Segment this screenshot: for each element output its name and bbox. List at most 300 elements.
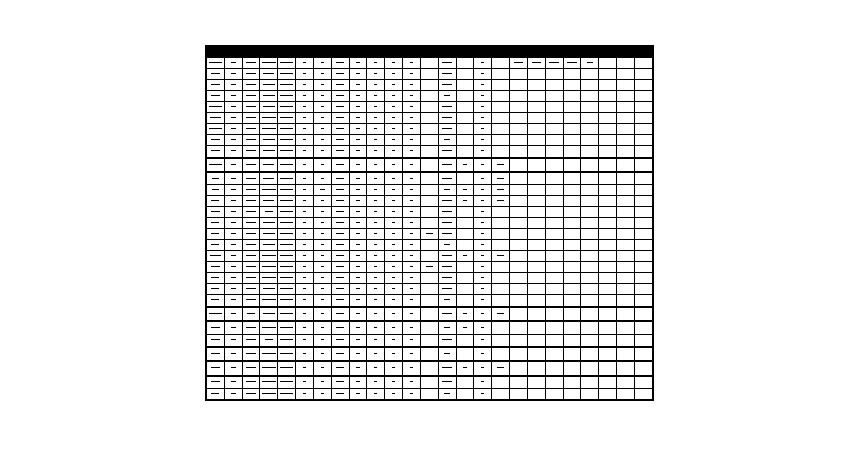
illegible-text-mark [410,244,413,245]
table-cell [207,123,225,134]
illegible-text-mark [410,84,413,85]
table-cell [296,185,314,196]
table-cell [510,90,528,101]
table-cell [224,283,242,294]
illegible-text-mark [463,367,468,368]
illegible-text-mark [356,277,359,278]
table-cell [420,240,438,251]
illegible-text-mark [321,288,324,289]
table-cell [456,172,474,185]
table-cell [456,229,474,240]
illegible-text-mark [374,189,377,190]
table-cell [634,229,652,240]
illegible-text-mark [231,73,236,74]
illegible-text-mark [442,277,452,278]
illegible-text-mark [246,62,256,63]
table-cell [599,58,617,69]
table-cell [242,158,260,172]
illegible-text-mark [209,106,222,107]
table-cell [492,101,510,112]
illegible-text-mark [356,73,359,74]
illegible-text-mark [374,128,377,129]
table-cell [349,145,367,158]
table-cell [385,307,403,321]
table-cell [510,321,528,334]
table-cell [634,207,652,218]
illegible-text-mark [211,266,221,267]
table-cell [331,361,349,375]
illegible-text-mark [392,299,395,300]
illegible-text-mark [442,164,452,165]
table-cell [385,229,403,240]
table-cell [634,307,652,321]
illegible-text-mark [356,178,359,179]
illegible-text-mark [374,393,377,394]
illegible-text-mark [211,367,221,368]
table-cell [385,112,403,123]
illegible-text-mark [336,367,344,368]
table-cell [456,112,474,123]
table-cell [545,90,563,101]
table-cell [296,101,314,112]
illegible-text-mark [410,277,413,278]
table-cell [403,123,421,134]
illegible-text-mark [497,200,503,201]
table-cell [599,229,617,240]
table-cell [474,229,492,240]
illegible-text-mark [356,327,359,328]
table-cell [403,196,421,207]
illegible-text-mark [410,255,413,256]
illegible-text-mark [392,244,395,245]
table-cell [313,272,331,283]
illegible-text-mark [321,95,324,96]
table-cell [617,196,635,207]
table-cell [207,361,225,375]
table-cell [456,262,474,273]
table-cell [474,262,492,273]
table-cell [438,240,456,251]
illegible-text-mark [321,73,324,74]
illegible-text-mark [246,95,256,96]
table-cell [367,361,385,375]
illegible-text-mark [392,178,395,179]
table-cell [349,240,367,251]
table-cell [224,134,242,145]
table-cell [313,376,331,389]
illegible-text-mark [481,255,484,256]
table-cell [634,218,652,229]
illegible-text-mark [356,266,359,267]
table-cell [527,229,545,240]
illegible-text-mark [336,178,344,179]
table-cell [456,90,474,101]
table-cell [492,361,510,375]
table-cell [438,251,456,262]
table-cell [349,376,367,389]
illegible-text-mark [336,128,344,129]
table-cell [420,134,438,145]
table-cell [581,145,599,158]
illegible-text-mark [231,178,236,179]
illegible-text-mark [336,189,344,190]
table-cell [313,262,331,273]
table-cell [563,207,581,218]
illegible-text-mark [246,233,256,234]
illegible-text-mark [410,222,413,223]
table-cell [420,283,438,294]
table-row [207,229,653,240]
illegible-text-mark [463,327,468,328]
table-cell [242,207,260,218]
table-cell [224,79,242,90]
illegible-text-mark [410,150,413,151]
table-cell [581,376,599,389]
table-cell [438,196,456,207]
table-cell [474,218,492,229]
table-cell [403,218,421,229]
table-cell [313,347,331,361]
table-cell [563,251,581,262]
table-cell [438,294,456,307]
illegible-text-mark [481,106,484,107]
table-cell [367,321,385,334]
illegible-text-mark [374,266,377,267]
illegible-text-mark [231,150,236,151]
table-cell [634,361,652,375]
illegible-text-mark [321,299,324,300]
table-cell [545,158,563,172]
table-cell [492,294,510,307]
table-cell [224,68,242,79]
illegible-text-mark [321,164,324,165]
illegible-text-mark [209,62,222,63]
illegible-text-mark [246,288,256,289]
illegible-text-mark [321,381,324,382]
table-cell [296,68,314,79]
table-cell [207,58,225,69]
illegible-text-mark [303,178,306,179]
table-cell [224,388,242,399]
illegible-text-mark [246,299,256,300]
illegible-text-mark [392,164,395,165]
illegible-text-mark [211,84,221,85]
table-cell [224,196,242,207]
table-cell [420,158,438,172]
illegible-text-mark [231,255,236,256]
table-cell [617,272,635,283]
illegible-text-mark [280,128,293,129]
table-cell [527,361,545,375]
table-cell [385,58,403,69]
illegible-text-mark [211,327,221,328]
table-cell [456,196,474,207]
table-cell [313,58,331,69]
table-cell [456,79,474,90]
table-cell [456,145,474,158]
table-cell [313,123,331,134]
table-cell [563,196,581,207]
table-cell [331,388,349,399]
table-cell [545,145,563,158]
illegible-text-mark [231,164,236,165]
table-cell [260,79,278,90]
illegible-text-mark [336,222,344,223]
table-cell [242,240,260,251]
illegible-text-mark [246,200,256,201]
table-cell [403,79,421,90]
table-cell [224,90,242,101]
column-header [260,47,278,58]
table-cell [385,251,403,262]
illegible-text-mark [481,288,484,289]
table-cell [278,112,296,123]
table-cell [207,321,225,334]
illegible-text-mark [247,313,255,314]
table-row [207,283,653,294]
table-cell [367,376,385,389]
table-cell [599,145,617,158]
table-cell [224,361,242,375]
table-cell [545,347,563,361]
table-cell [207,172,225,185]
table-cell [224,207,242,218]
illegible-text-mark [336,233,344,234]
table-cell [474,207,492,218]
table-cell [456,240,474,251]
table-cell [420,361,438,375]
table-cell [260,240,278,251]
illegible-text-mark [374,178,377,179]
table-cell [456,251,474,262]
table-cell [510,185,528,196]
table-cell [599,101,617,112]
illegible-text-mark [321,255,324,256]
table-cell [224,123,242,134]
table-cell [510,272,528,283]
table-cell [617,101,635,112]
table-cell [331,294,349,307]
table-cell [331,218,349,229]
table-cell [385,196,403,207]
table-cell [563,123,581,134]
illegible-text-mark [303,277,306,278]
illegible-text-mark [442,339,452,340]
table-cell [545,112,563,123]
table-cell [492,134,510,145]
illegible-text-mark [442,211,452,212]
table-cell [385,321,403,334]
illegible-text-mark [392,211,395,212]
table-cell [207,294,225,307]
illegible-text-mark [321,367,324,368]
illegible-text-mark [211,73,221,74]
table-cell [420,347,438,361]
illegible-text-mark [374,233,377,234]
illegible-text-mark [209,313,222,314]
table-cell [242,123,260,134]
table-cell [224,272,242,283]
table-cell [349,388,367,399]
illegible-text-mark [481,139,484,140]
illegible-text-mark [481,277,484,278]
illegible-text-mark [303,189,306,190]
table-row [207,272,653,283]
table-row [207,307,653,321]
illegible-text-mark [374,62,377,63]
table-cell [278,101,296,112]
table-cell [224,101,242,112]
table-cell [438,172,456,185]
table-cell [492,90,510,101]
illegible-text-mark [262,367,276,368]
illegible-text-mark [374,84,377,85]
table-cell [349,158,367,172]
table-cell [474,79,492,90]
illegible-text-mark [321,128,324,129]
illegible-text-mark [231,277,236,278]
illegible-text-mark [336,381,344,382]
table-cell [313,240,331,251]
illegible-text-mark [211,277,219,278]
illegible-text-mark [231,222,236,223]
table-row [207,112,653,123]
table-cell [207,185,225,196]
column-header [492,47,510,58]
table-cell [385,158,403,172]
table-cell [599,283,617,294]
column-header [634,47,652,58]
table-cell [224,376,242,389]
table-cell [385,134,403,145]
illegible-text-mark [481,266,484,267]
illegible-text-mark [280,222,293,223]
table-cell [545,251,563,262]
table-cell [545,361,563,375]
table-row [207,90,653,101]
table-cell [331,240,349,251]
table-cell [617,185,635,196]
table-cell [510,134,528,145]
illegible-text-mark [246,73,256,74]
table-cell [313,172,331,185]
illegible-text-mark [263,150,276,151]
table-cell [207,112,225,123]
illegible-text-mark [263,164,274,165]
table-cell [545,79,563,90]
table-cell [403,229,421,240]
table-cell [634,272,652,283]
illegible-text-mark [392,139,395,140]
table-cell [456,376,474,389]
table-row [207,79,653,90]
table-cell [349,196,367,207]
illegible-text-mark [321,244,324,245]
column-header [224,47,242,58]
column-header [599,47,617,58]
table-cell [207,158,225,172]
illegible-text-mark [356,288,359,289]
illegible-text-mark [280,288,293,289]
table-cell [545,272,563,283]
table-cell [634,321,652,334]
illegible-text-mark [442,381,452,382]
table-cell [296,262,314,273]
illegible-text-mark [246,106,256,107]
illegible-text-mark [442,200,452,201]
table-cell [634,112,652,123]
table-cell [456,334,474,347]
table-cell [617,294,635,307]
illegible-text-mark [410,164,413,165]
table-cell [403,321,421,334]
illegible-text-mark [280,313,293,314]
table-cell [456,388,474,399]
illegible-text-mark [567,62,577,63]
table-cell [438,207,456,218]
table-cell [331,376,349,389]
table-cell [599,79,617,90]
illegible-text-mark [321,150,324,151]
table-cell [367,123,385,134]
table-cell [420,307,438,321]
table-cell [510,196,528,207]
illegible-text-mark [444,244,450,245]
table-cell [207,272,225,283]
table-cell [349,207,367,218]
table-body [207,58,653,400]
table-cell [367,334,385,347]
table-cell [420,207,438,218]
table-cell [278,262,296,273]
table-cell [367,112,385,123]
table-cell [224,307,242,321]
illegible-text-mark [280,266,293,267]
table-cell [510,68,528,79]
illegible-text-mark [210,117,221,118]
table-cell [510,58,528,69]
table-cell [474,101,492,112]
illegible-text-mark [444,95,450,96]
table-cell [617,90,635,101]
illegible-text-mark [410,95,413,96]
illegible-text-mark [336,150,344,151]
table-cell [420,68,438,79]
table-cell [438,158,456,172]
illegible-text-mark [356,189,359,190]
table-cell [438,347,456,361]
table-cell [438,229,456,240]
table-cell [545,58,563,69]
column-header [242,47,260,58]
table-cell [313,185,331,196]
table-cell [367,218,385,229]
table-cell [492,68,510,79]
table-cell [474,334,492,347]
table-cell [545,172,563,185]
table-cell [313,321,331,334]
illegible-text-mark [336,393,344,394]
table-cell [634,262,652,273]
column-header [296,47,314,58]
table-cell [385,283,403,294]
illegible-text-mark [280,244,293,245]
illegible-text-mark [410,393,413,394]
table-cell [492,145,510,158]
illegible-text-mark [481,393,484,394]
table-cell [207,283,225,294]
table-cell [296,134,314,145]
